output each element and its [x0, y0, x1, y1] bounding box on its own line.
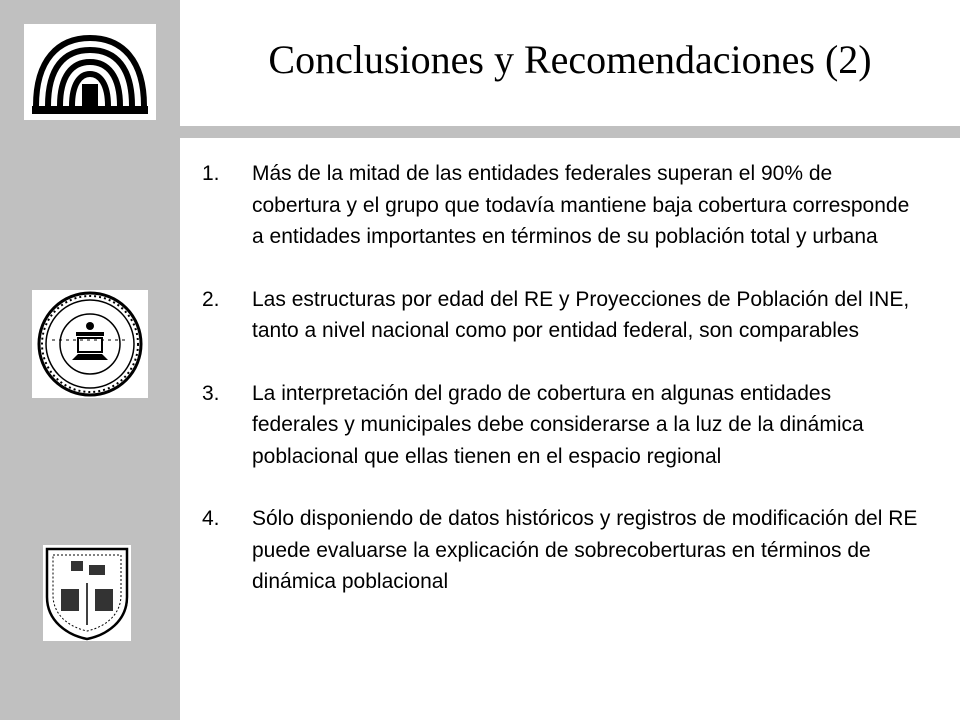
list-item	[202, 158, 922, 253]
shield-icon	[43, 545, 131, 641]
list-item	[202, 284, 922, 347]
ucab-shield-logo	[43, 545, 131, 641]
item-number: 3.	[202, 381, 220, 405]
item-text: Las estructuras por edad del RE y Proyecciones de Población del INE, tanto a nivel nacional como por entidad federal, son comparables	[252, 287, 910, 342]
ucv-arches-logo	[24, 24, 156, 120]
item-number: 4.	[202, 507, 220, 530]
conclusions-list	[202, 158, 922, 629]
arches-logo-icon	[24, 24, 156, 120]
item-number: 2.	[202, 287, 220, 311]
item-text: Sólo disponiendo de datos históricos y registros de modificación del RE puede evaluarse la explicación de sobrecoberturas en términos de dinámica poblacional	[252, 507, 918, 593]
list-item	[202, 378, 922, 473]
university-seal-icon	[32, 290, 148, 398]
item-number: 1.	[202, 162, 220, 185]
item-text: Más de la mitad de las entidades federales superan el 90% de cobertura y el grupo que todavía mantiene baja cobertura corresponde a entidades importantes en términos de su población total y urbana	[252, 162, 910, 248]
slide-title: Conclusiones y Recomendaciones (2)	[268, 37, 872, 82]
item-text: La interpretación del grado de cobertura en algunas entidades federales y municipales debe considerarse a la luz de la dinámica poblacional que ellas tienen en el espacio regional	[252, 381, 864, 468]
list-item	[202, 503, 922, 598]
title-divider-bar	[180, 126, 960, 138]
ucv-seal-logo	[32, 290, 148, 398]
